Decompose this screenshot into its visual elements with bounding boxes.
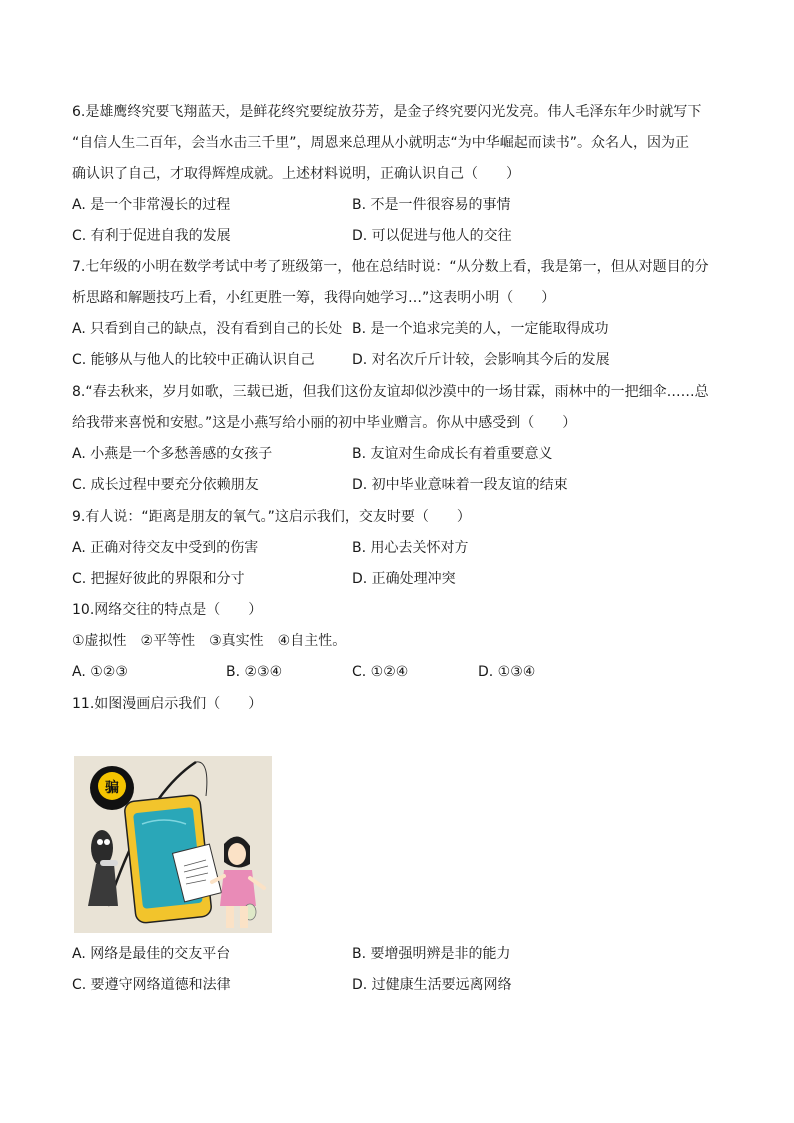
- question-7-option-a[interactable]: A. 只看到自己的缺点，没有看到自己的长处: [72, 321, 343, 337]
- question-11-option-a[interactable]: A. 网络是最佳的交友平台: [72, 946, 231, 962]
- question-9-option-b[interactable]: B. 用心去关怀对方: [352, 540, 469, 556]
- question-6-options-row-1: [72, 190, 722, 221]
- question-8-options-row-1: [72, 439, 722, 470]
- question-8-option-c[interactable]: C. 成长过程中要充分依赖朋友: [72, 477, 259, 493]
- fraud-sign-text: 骗: [105, 780, 119, 796]
- question-7-option-b[interactable]: B. 是一个追求完美的人，一定能取得成功: [352, 321, 609, 337]
- question-7-option-c[interactable]: C. 能够从与他人的比较中正确认识自己: [72, 352, 315, 368]
- question-10-option-c[interactable]: C. ①②④: [352, 664, 409, 680]
- question-6-option-c[interactable]: C. 有利于促进自我的发展: [72, 228, 231, 244]
- question-6-option-d[interactable]: D. 可以促进与他人的交往: [352, 228, 512, 244]
- question-9-option-a[interactable]: A. 正确对待交友中受到的伤害: [72, 540, 259, 556]
- question-8-option-b[interactable]: B. 友谊对生命成长有着重要意义: [352, 446, 553, 462]
- question-10-options-row: [72, 657, 722, 688]
- question-9-options-row-1: [72, 533, 722, 564]
- question-7-options-row-2: [72, 345, 722, 376]
- question-11-options-row-1: [72, 939, 722, 970]
- question-10-line-1: 10.网络交往的特点是（ ）: [72, 602, 263, 618]
- fraud-sign-icon: [90, 766, 134, 810]
- question-9: [72, 502, 722, 595]
- question-11-option-c[interactable]: C. 要遵守网络道德和法律: [72, 977, 231, 993]
- question-8-line-1: 8.“春去秋来，岁月如歌，三载已逝，但我们这份友谊却似沙漠中的一场甘霖，雨林中的一把细伞……总: [72, 384, 709, 400]
- question-8-options-row-2: [72, 470, 722, 501]
- question-9-option-c[interactable]: C. 把握好彼此的界限和分寸: [72, 571, 245, 587]
- question-8: [72, 377, 722, 501]
- question-10-option-b[interactable]: B. ②③④: [226, 664, 283, 680]
- question-7-options-row-1: [72, 314, 722, 345]
- question-11-option-d[interactable]: D. 过健康生活要远离网络: [352, 977, 512, 993]
- question-6-line-2: “自信人生二百年，会当水击三千里”，周恩来总理从小就明志“为中华崛起而读书”。众名人，因为正: [72, 135, 690, 151]
- question-6-option-b[interactable]: B. 不是一件很容易的事情: [352, 197, 511, 213]
- question-7: [72, 252, 722, 376]
- question-6-option-a[interactable]: A. 是一个非常漫长的过程: [72, 197, 231, 213]
- question-10-option-a[interactable]: A. ①②③: [72, 664, 128, 680]
- question-10: [72, 595, 722, 688]
- question-7-line-2: 析思路和解题技巧上看，小红更胜一筹，我得向她学习…”这表明小明（ ）: [72, 290, 556, 306]
- question-6: [72, 97, 722, 252]
- question-8-option-d[interactable]: D. 初中毕业意味着一段友谊的结束: [352, 477, 568, 493]
- question-10-statements: ①虚拟性 ②平等性 ③真实性 ④自主性。: [72, 633, 347, 649]
- question-11-option-b[interactable]: B. 要增强明辨是非的能力: [352, 946, 511, 962]
- question-7-line-1: 7.七年级的小明在数学考试中考了班级第一，他在总结时说：“从分数上看，我是第一，但从对题目的分: [72, 259, 709, 275]
- question-11-options: [72, 939, 722, 1001]
- online-fraud-cartoon: [74, 756, 272, 933]
- question-11: [72, 689, 722, 720]
- question-9-options-row-2: [72, 564, 722, 595]
- question-10-option-d[interactable]: D. ①③④: [478, 664, 536, 680]
- question-9-option-d[interactable]: D. 正确处理冲突: [352, 571, 456, 587]
- question-8-line-2: 给我带来喜悦和安慰。”这是小燕写给小丽的初中毕业赠言。你从中感受到（ ）: [72, 415, 577, 431]
- question-11-line-1: 11.如图漫画启示我们（ ）: [72, 696, 263, 712]
- question-6-line-3: 确认识了自己，才取得辉煌成就。上述材料说明，正确认识自己（ ）: [72, 166, 520, 182]
- question-6-line-1: 6.是雄鹰终究要飞翔蓝天，是鲜花终究要绽放芬芳，是金子终究要闪光发亮。伟人毛泽东年少时就写下: [72, 104, 702, 120]
- question-6-options-row-2: [72, 221, 722, 252]
- question-7-option-d[interactable]: D. 对名次斤斤计较，会影响其今后的发展: [352, 352, 610, 368]
- question-8-option-a[interactable]: A. 小燕是一个多愁善感的女孩子: [72, 446, 273, 462]
- question-11-options-row-2: [72, 970, 722, 1001]
- question-9-line-1: 9.有人说：“距离是朋友的氧气。”这启示我们，交友时要（ ）: [72, 509, 471, 525]
